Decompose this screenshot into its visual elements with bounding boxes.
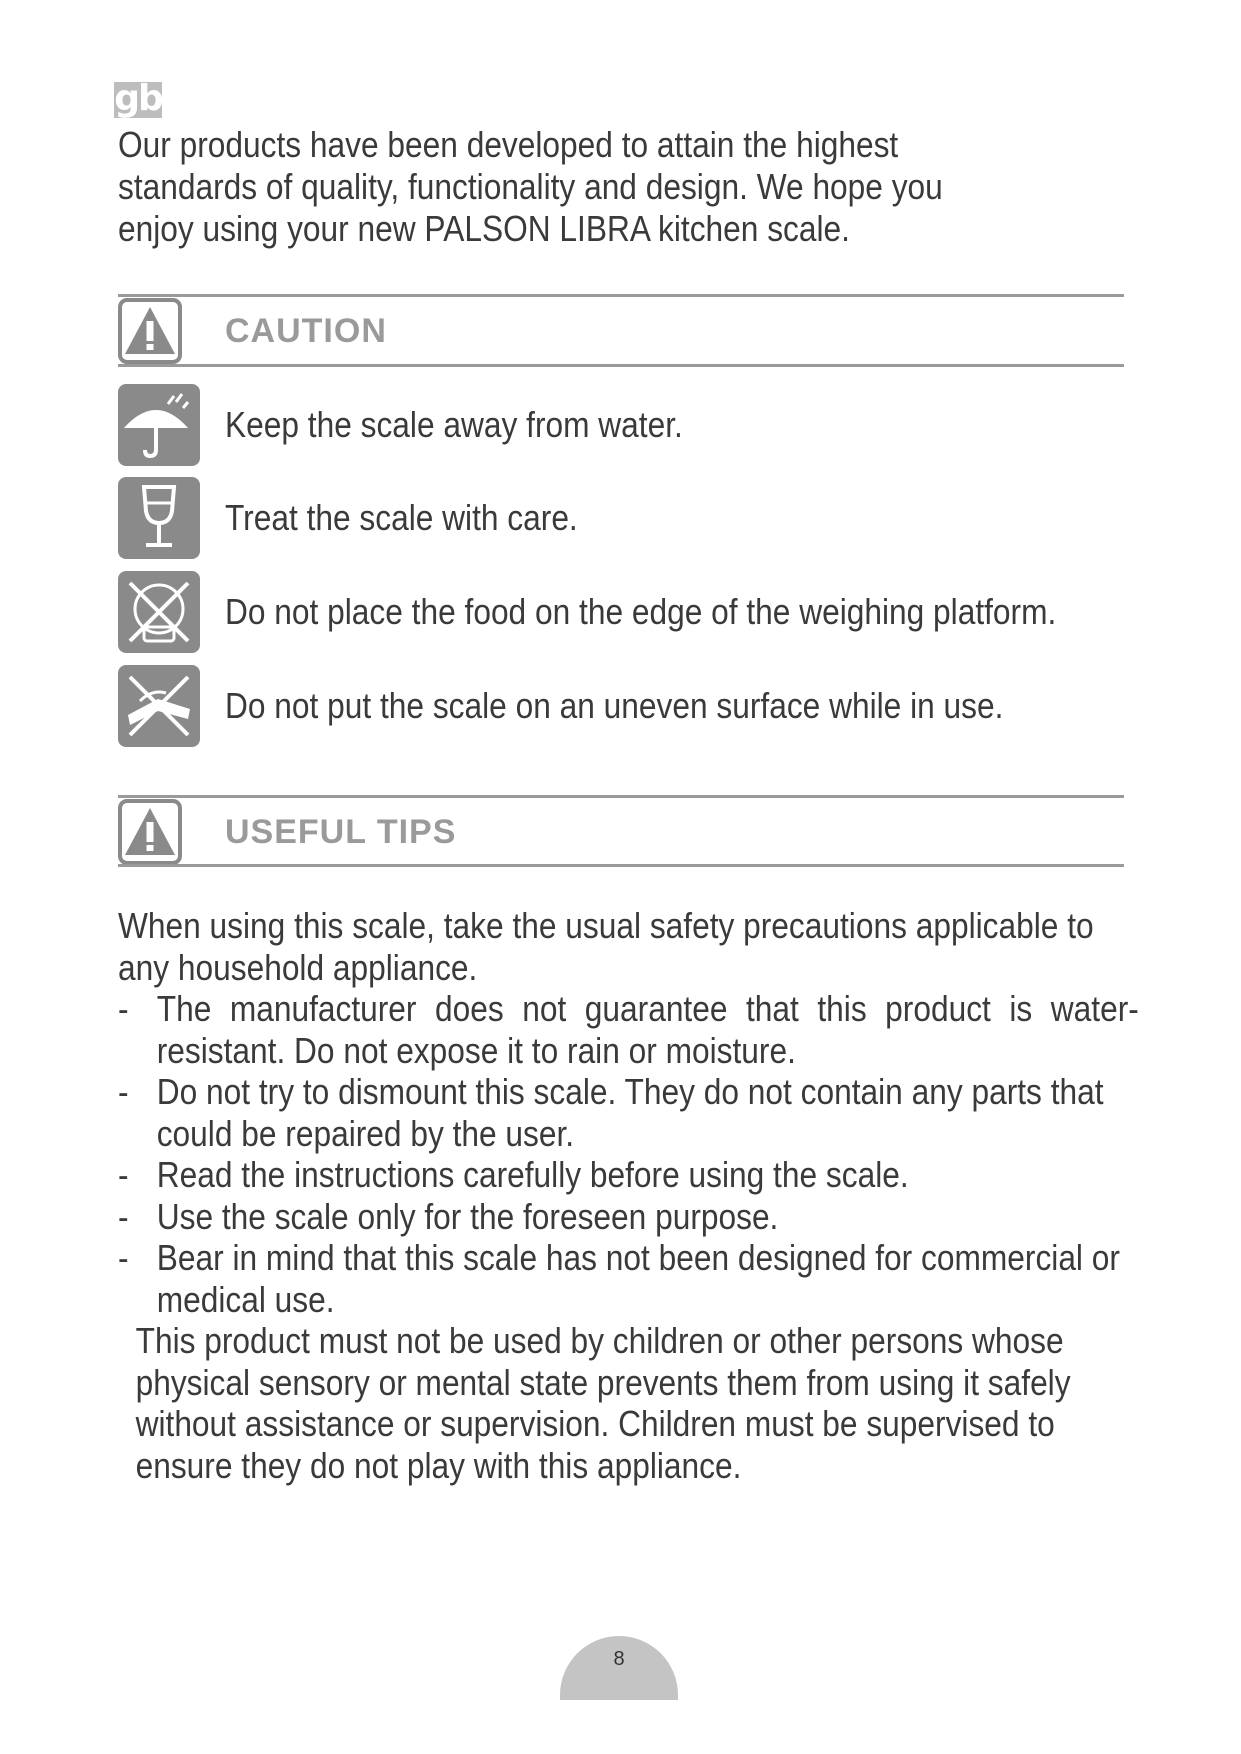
children-note: This product must not be used by children or other persons whose physical sensory or mental state prevents them from using it safely without assistance or supervision. Children must be supervised to ensure they do not play with this appliance.	[135, 1320, 1071, 1486]
caution-item-text: Treat the scale with care.	[225, 497, 578, 538]
tips-bottom-rule	[118, 864, 1124, 867]
page-number: 8	[613, 1648, 625, 1670]
caution-top-rule	[118, 294, 1124, 297]
tip-text: Read the instructions carefully before using the scale.	[156, 1154, 909, 1195]
tips-top-rule	[118, 795, 1124, 798]
bullet-marker: -	[118, 1237, 129, 1278]
tip-item	[118, 1196, 1139, 1238]
tip-text: Do not try to dismount this scale. They do not contain any parts that could be repaired by the user.	[156, 1071, 1104, 1154]
tip-text: Bear in mind that this scale has not been designed for commercial or medical use.	[156, 1237, 1120, 1320]
tip-item	[118, 1071, 1139, 1154]
bullet-marker: -	[118, 1195, 129, 1237]
language-tag: gb	[114, 78, 162, 119]
caution-item-text: Do not place the food on the edge of the weighing platform.	[225, 591, 1057, 632]
tip-item	[118, 1237, 1139, 1320]
tip-text: Use the scale only for the foreseen purpose.	[156, 1195, 779, 1237]
tips-body	[118, 905, 1139, 1486]
no-uneven-surface-icon	[118, 665, 200, 747]
bullet-marker: -	[118, 1071, 129, 1112]
intro-paragraph: Our products have been developed to attain the highest standards of quality, functionality and design. We hope you enjoy using your new PALSON LIBRA kitchen scale.	[118, 124, 943, 249]
caution-title: CAUTION	[225, 312, 387, 350]
tip-text: The manufacturer does not guarantee that this product is water-resistant. Do not expose it to rain or moisture.	[156, 988, 1139, 1071]
tip-item	[118, 1154, 1139, 1196]
bullet-marker: -	[118, 988, 129, 1029]
tip-item	[118, 988, 1139, 1071]
tips-intro: When using this scale, take the usual safety precautions applicable to any household appliance.	[118, 905, 1094, 988]
no-edge-placement-icon	[118, 571, 200, 653]
caution-bottom-rule	[118, 364, 1124, 367]
umbrella-rain-icon	[118, 384, 200, 466]
bullet-marker: -	[118, 1154, 129, 1195]
warning-icon	[118, 799, 182, 865]
caution-item-text: Do not put the scale on an uneven surface while in use.	[225, 685, 1004, 726]
warning-icon	[118, 298, 182, 364]
caution-item-text: Keep the scale away from water.	[225, 404, 683, 445]
tips-title: USEFUL TIPS	[225, 813, 457, 851]
fragile-glass-icon	[118, 477, 200, 559]
